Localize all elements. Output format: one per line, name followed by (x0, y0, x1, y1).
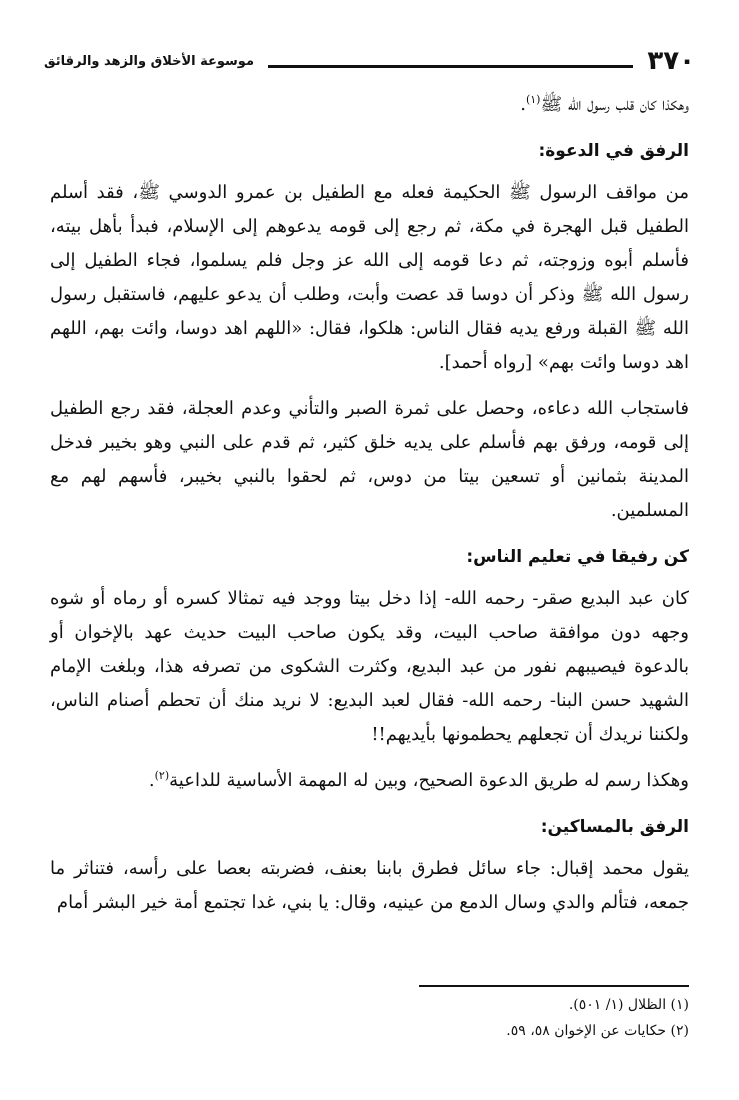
footnote-divider (419, 985, 689, 987)
footnote-ref-1[interactable]: (١) (525, 93, 541, 106)
footnote-2: (٢) حكايات عن الإخوان ٥٨، ٥٩. (506, 1023, 689, 1039)
header-rule (268, 65, 633, 68)
paragraph-abdulbadi: كان عبد البديع صقر- رحمه الله- إذا دخل بيتا ووجد فيه تمثالا كسره أو رماه أو شوه وجهه دون موافقة صاحب البيت، وقد يكون صاحب البيت حديث عهد بالإخوان أو بالدعوة فيصيبهم نفور من عبد البديع، وكثرت الشكوى من تصرفه هذا، وبلغت الإمام الشهيد حسن البنا- رحمه الله- فقال لعبد البديع: لا نريد منك أن تحطم أصنام الناس، ولكننا نريدك أن تجعلهم يحطمونها بأيديهم!! (50, 588, 689, 745)
page-number: ٣٧٠ (647, 46, 695, 76)
section-heading-teaching: كن رفيقا في تعليم الناس: (466, 547, 689, 567)
footnotes (50, 992, 689, 1044)
paragraph-answer: فاستجاب الله دعاءه، وحصل على ثمرة الصبر والتأني وعدم العجلة، فقد رجع الطفيل إلى قومه، ورفق بهم فأسلم على يديه خلق كثير، ثم قدم على النبي وهو بخيبر فدخل المدينة بثمانين أو تسعين بيتا من دوس، ثم لحقوا بالنبي بخيبر، فأسهم لهم مع المسلمين. (50, 398, 690, 521)
paragraph-conclusion (50, 764, 689, 798)
footnote-1: (١) الظلال (١/ ٥٠١). (568, 997, 689, 1013)
footnote-ref-2[interactable]: (٢) (154, 769, 170, 782)
book-title: موسوعة الأخلاق والزهد والرقائق (44, 53, 254, 69)
intro-end: . (520, 94, 526, 115)
conclusion-end: . (148, 770, 155, 791)
section-heading-da-wah: الرفق في الدعوة: (538, 141, 689, 161)
page-header (44, 44, 695, 78)
page-body (50, 88, 689, 932)
paragraph-tufayl: من مواقف الرسول ﷺ الحكيمة فعله مع الطفيل بن عمرو الدوسي ﷺ، فقد أسلم الطفيل قبل الهجرة في مكة، ثم رجع إلى قومه يدعوهم إلى الإسلام، فبدأ بأهل بيته، فأسلم أبوه وزوجته، ثم دعا قومه إلى الله عز وجل فلم يسلموا، فجاء الطفيل إلى رسول الله ﷺ وذكر أن دوسا قد عصت وأبت، وطلب أن يدعو عليهم، فاستقبل رسول الله ﷺ القبلة ورفع يديه فقال الناس: هلكوا، فقال: «اللهم اهد دوسا، وائت بهم، اللهم اهد دوسا وائت بهم» [رواه أحمد]. (50, 182, 689, 373)
intro-text: وهكذا كان قلب رسول الله ﷺ (540, 94, 689, 115)
intro-paragraph (50, 88, 689, 122)
paragraph-iqbal: يقول محمد إقبال: جاء سائل فطرق بابنا بعنف، فضربته بعصا على رأسه، فتناثر ما جمعه، فتألم والدي وسال الدمع من عينيه، وقال: يا بني، غدا تجتمع أمة خير البشر أمام (50, 858, 689, 913)
conclusion-text: وهكذا رسم له طريق الدعوة الصحيح، وبين له المهمة الأساسية للداعية (169, 770, 689, 791)
section-heading-poor: الرفق بالمساكين: (540, 817, 689, 837)
